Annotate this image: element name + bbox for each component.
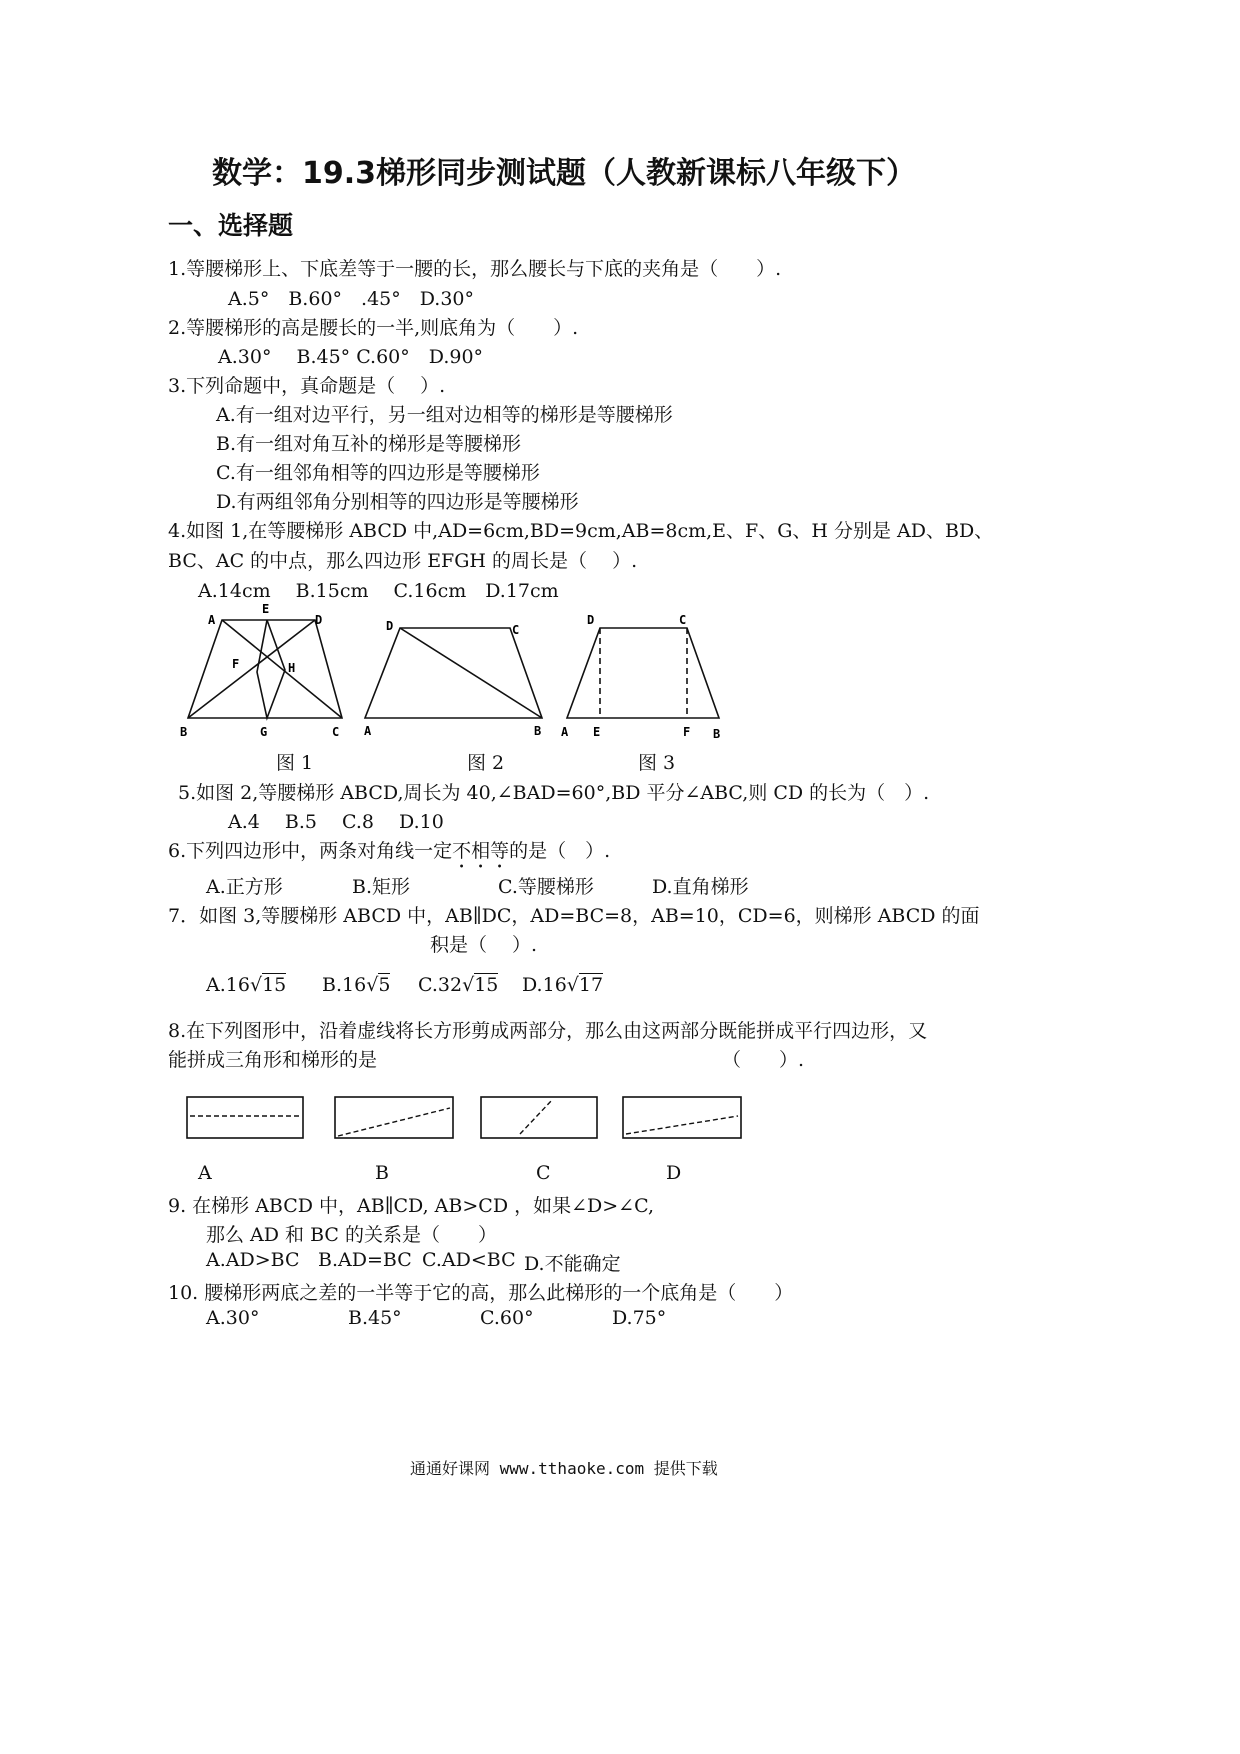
question-3-option-c: C.有一组邻角相等的四边形是等腰梯形 — [216, 462, 540, 484]
question-2-stem: 2.等腰梯形的高是腰长的一半,则底角为（ ）. — [168, 317, 579, 339]
question-4-stem-line2: BC、AC 的中点，那么四边形 EFGH 的周长是（ ）. — [168, 550, 638, 572]
question-8-answer-bracket: （ ）. — [722, 1049, 805, 1071]
fig1-label-f: F — [232, 657, 240, 671]
question-6-stem-pre: 6.下列四边形中，两条对角线一定 — [168, 840, 453, 862]
question-9-stem-line1: 9. 在梯形 ABCD 中，AB∥CD, AB>CD ，如果∠D>∠C, — [168, 1195, 654, 1217]
question-2-options: A.30° B.45° C.60° D.90° — [218, 346, 484, 368]
question-3-stem: 3.下列命题中，真命题是（ ）. — [168, 375, 446, 397]
fig3-label-b: B — [713, 727, 721, 741]
question-3-option-d: D.有两组邻角分别相等的四边形是等腰梯形 — [216, 491, 579, 513]
question-7-option-b: B.16√5 — [322, 974, 391, 996]
question-7-option-d: D.16√17 — [522, 974, 604, 996]
question-5-stem: 5.如图 2,等腰梯形 ABCD,周长为 40,∠BAD=60°,BD 平分∠ABC,则 CD 的长为（ ）. — [178, 782, 930, 804]
question-7-option-a: A.16√15 — [206, 974, 287, 996]
question-9-option-c: C.AD<BC — [422, 1249, 516, 1271]
question-9-option-d: D.不能确定 — [524, 1253, 621, 1275]
question-6-stem-post: 的是（ ）. — [509, 840, 611, 862]
fig3-label-e: E — [593, 725, 601, 739]
question-5-options: A.4 B.5 C.8 D.10 — [228, 811, 444, 833]
fig3-label-c: C — [679, 613, 687, 627]
fig1-label-h: H — [288, 661, 296, 675]
question-8-figure-a — [186, 1096, 304, 1140]
fig3-label-f: F — [683, 725, 691, 739]
question-9-option-b: B.AD=BC — [318, 1249, 412, 1271]
question-4-options: A.14cm B.15cm C.16cm D.17cm — [198, 580, 559, 602]
question-6-option-b: B.矩形 — [352, 876, 411, 898]
fig3-label-d: D — [587, 613, 595, 627]
question-8-figure-d — [622, 1096, 742, 1140]
question-7-stem-line1: 7．如图 3,等腰梯形 ABCD 中，AB∥DC，AD=BC=8，AB=10，CD=6，则梯形 ABCD 的面 — [168, 905, 980, 927]
question-6-option-c: C.等腰梯形 — [498, 876, 594, 898]
question-6-option-a: A.正方形 — [206, 876, 283, 898]
fig1-label-b: B — [180, 725, 188, 739]
question-6-option-d: D.直角梯形 — [652, 876, 749, 898]
question-4-stem-line1: 4.如图 1,在等腰梯形 ABCD 中,AD=6cm,BD=9cm,AB=8cm,E、F、G、H 分别是 AD、BD、 — [168, 520, 994, 542]
fig1-label-c: C — [332, 725, 340, 739]
question-6-stem — [168, 836, 610, 873]
question-3-option-b: B.有一组对角互补的梯形是等腰梯形 — [216, 433, 522, 455]
question-3-option-a: A.有一组对边平行，另一组对边相等的梯形是等腰梯形 — [216, 404, 673, 426]
fig2-label-c: C — [512, 623, 520, 637]
question-8-label-c: C — [536, 1162, 551, 1184]
question-9-stem-line2: 那么 AD 和 BC 的关系是（ ） — [206, 1224, 497, 1246]
fig2-label-b: B — [534, 724, 542, 738]
question-6-stem-emphasis: 不相等 — [452, 840, 510, 862]
question-10-option-a: A.30° — [206, 1307, 260, 1329]
fig1-label-g: G — [260, 725, 268, 739]
page-title: 数学：19.3梯形同步测试题（人教新课标八年级下） — [212, 156, 917, 191]
question-8-stem-line2: 能拼成三角形和梯形的是 — [168, 1049, 378, 1071]
question-7-stem-line2: 积是（ ）. — [430, 934, 538, 956]
question-10-option-c: C.60° — [480, 1307, 534, 1329]
figure-1-isosceles-trapezoid — [170, 600, 370, 750]
question-1-stem: 1.等腰梯形上、下底差等于一腰的长，那么腰长与下底的夹角是（ ）. — [168, 258, 782, 280]
fig1-label-d: D — [315, 613, 323, 627]
fig2-label-d: D — [386, 619, 394, 633]
fig1-label-a: A — [208, 613, 216, 627]
question-8-figure-b — [334, 1096, 454, 1140]
question-10-option-b: B.45° — [348, 1307, 402, 1329]
question-8-label-d: D — [666, 1162, 682, 1184]
question-7-option-c: C.32√15 — [418, 974, 499, 996]
question-8-stem-line1: 8.在下列图形中，沿着虚线将长方形剪成两部分，那么由这两部分既能拼成平行四边形，又 — [168, 1020, 928, 1042]
question-10-stem: 10. 腰梯形两底之差的一半等于它的高，那么此梯形的一个底角是（ ） — [168, 1282, 794, 1304]
question-8-label-a: A — [198, 1162, 212, 1184]
sqrt-symbol-icon: √ — [566, 974, 579, 996]
figure-2-trapezoid — [360, 600, 560, 750]
sqrt-symbol-icon: √ — [366, 974, 379, 996]
sqrt-symbol-icon: √ — [249, 974, 263, 996]
question-8-figure-c — [480, 1096, 598, 1140]
figure-3-isosceles-trapezoid-heights — [555, 600, 735, 750]
page-footer: 通通好课网 www.tthaoke.com 提供下载 — [410, 1459, 718, 1478]
question-10-option-d: D.75° — [612, 1307, 667, 1329]
question-9-option-a: A.AD>BC — [206, 1249, 300, 1271]
question-1-options: A.5° B.60° .45° D.30° — [228, 288, 475, 310]
fig1-label-e: E — [262, 602, 270, 616]
figure-2-caption: 图 2 — [467, 752, 505, 774]
question-8-label-b: B — [375, 1162, 389, 1184]
fig2-label-a: A — [364, 724, 372, 738]
sqrt-symbol-icon: √ — [462, 974, 475, 996]
figure-3-caption: 图 3 — [638, 752, 676, 774]
fig3-label-a: A — [561, 725, 569, 739]
section-heading-choice: 一、选择题 — [168, 211, 294, 240]
figure-1-caption: 图 1 — [276, 752, 314, 774]
